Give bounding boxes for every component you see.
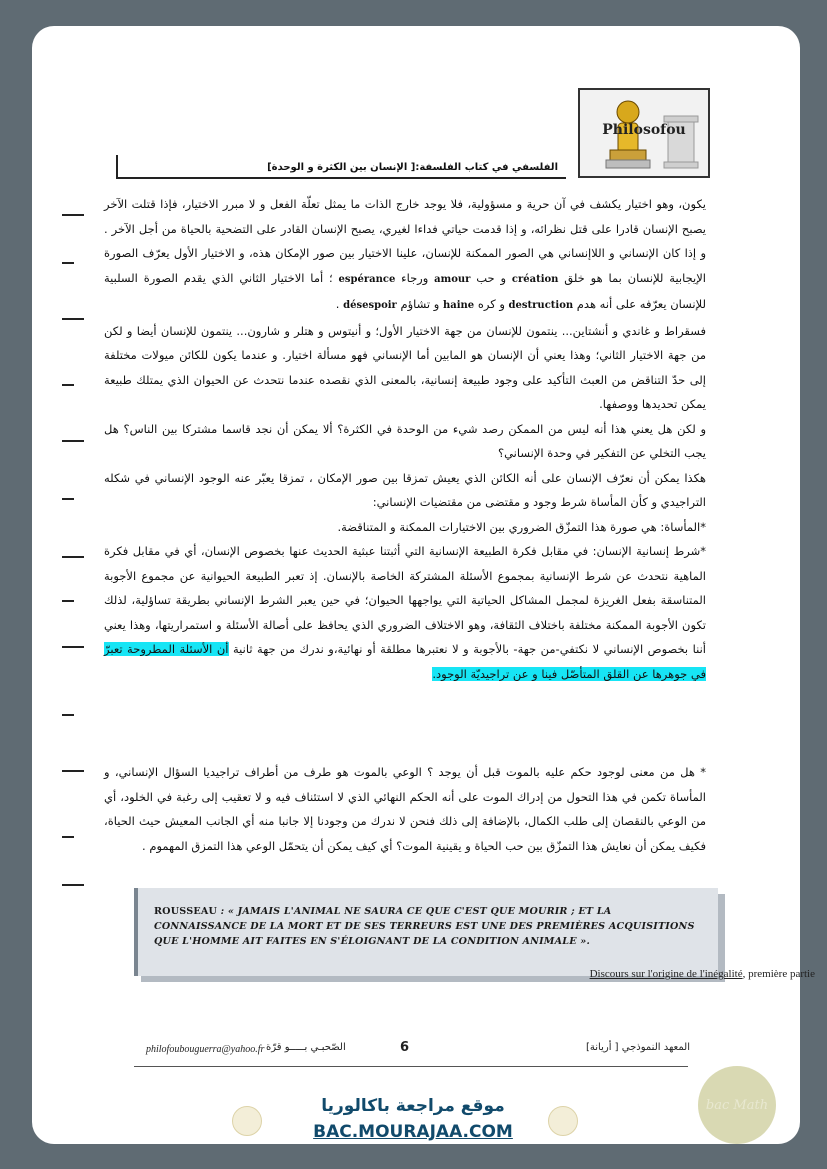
site-logo-icon — [548, 1106, 578, 1136]
margin-rule — [62, 214, 84, 216]
margin-rule — [62, 646, 84, 648]
philosopher-statue-icon — [580, 90, 708, 176]
paragraph: *المأساة: هي صورة هذا التمزّق الضروري بين الاختيارات الممكنة و المتناقضة. — [337, 519, 706, 534]
paragraph: *شرط إنسانية الإنسان: في مقابل فكرة الطبيعة الإنسانية التي أثبتنا عبثية الحديث عنها بخصوص الإنسان، أي في مقابل فكرة الماهية نتحدث عن شرط الإنسانية بمجموع الأسئلة المشتركة الخاصة بالإنسان. إذ تعبر الطبيعة الحيوانية عن مجموع الأجوبة المتناسقة بفعل الغريزة لمجمل المشاكل الحياتية التي يواجهها الحيوان؛ في حين يعبر الشرط الإنساني بطريقة تساؤلية، لذلك تكون الأجوبة الممكنة مختلفة باختلاف الثقافة، وهو الاختلاف الضروري الذي يحافظ على أصالة الأسئلة و استمراريتها، وهذا يعني أننا بخصوص الإنساني لا نكتفي-من جهة- بالأجوبة و لا نعتبرها مطلقة أو نهائية،و ندرك من جهة ثانية أن الأسئلة المطروحة تعبرّ في جوهرها عن القلق المتأصّل فينا و عن تراجيديّة الوجود. — [104, 544, 706, 681]
question-block — [104, 760, 706, 858]
margin-rule — [62, 262, 74, 264]
margin-rule — [62, 884, 84, 886]
page-number: 6 — [400, 1040, 410, 1055]
footer-email: philofoubouguerra@yahoo.fr — [146, 1044, 265, 1055]
margin-rule — [62, 384, 74, 386]
margin-rule — [62, 836, 74, 838]
quote-box — [134, 888, 718, 976]
margin-rule — [62, 498, 74, 500]
page-header-title: الفلسفي في كتاب الفلسفة:[ الإنسان بين الكثرة و الوحدة] — [116, 155, 566, 179]
site-name-arabic[interactable]: موقع مراجعة باكالوريا — [321, 1096, 505, 1116]
paragraph: يكون، وهو اختيار يكشف في آن حرية و مسؤولية، فلا يوجد خارج الذات ما يمثل تعلّة الفعل و لا مبرر الاختيار، فإذا قتلت الآخر يصبح الإنسان قادرا على قتل نظرائه، و إذا قدمت حياتي فداءا لغيري، يصبح الإنسان القادر على التضحية بالحياة من أجل الآخر . و إذا كان الإنساني و اللاإنساني هي الصور الممكنة للإنسان، علينا الاختيار بين صور الإمكان هذه، و الاختيار الأول يعرّف الصورة الإيجابية للإنسان بما هو خلق création و حب amour ورجاء espérance ؛ أما الاختيار الثاني الذي يقدم الصورة السلبية للإنسان يعرّفه على أنه هدم destruction و كره haine و تشاؤم désespoir . — [104, 197, 706, 311]
paragraph: و لكن هل يعني هذا أنه ليس من الممكن رصد شيء من الوحدة في الكثرة؟ ألا يمكن أن نجد قاسما مشتركا بين الناس؟ هل يجب التخلي عن التفكير في وحدة الإنساني؟ — [104, 421, 706, 460]
margin-rule — [62, 714, 74, 716]
quote-text: ROUSSEAU : « JAMAIS L'ANIMAL NE SAURA CE QUE C'EST QUE MOURIR ; ET LA CONNAISSANCE DE LA MORT ET DE SES TERREURS EST UNE DES PREMIÈRES ACQUISITIONS QUE L'HOMME AIT FAITES EN S'ÉLOIGNANT DE LA CONDITION ANIMALE ». — [154, 906, 695, 947]
margin-rule — [62, 318, 84, 320]
margin-rule — [62, 600, 74, 602]
logo-caption: Philosofou — [602, 122, 686, 138]
quote-author: ROUSSEAU — [154, 906, 218, 917]
philosofou-logo — [578, 88, 710, 178]
footer-school: المعهد النموذجي [ أريانة] — [586, 1042, 690, 1053]
paragraph: فسقراط و غاندي و أنشتاين... ينتمون للإنسان من جهة الاختيار الأول؛ و أنيتوس و هتلر و شارون... ينتمون للإنسان أيضا و لكن من جهة الاختيار الثاني؛ وهذا يعني أن الإنسان هو المابين أما الإنساني فهو مسألة اختيار. و عندما يكون للكائن ميولات مختلفة إلى حدّ التناقض من العبث التأكيد على وجود طبيعة إنسانية، بالمعنى الذي نقصده عندما نتحدث عن الحيوان الذي يمتلك طبيعة يمكن تحديدها ووصفها. — [104, 323, 706, 411]
bac-math-badge: bac Math — [698, 1066, 776, 1144]
paragraph: هكذا يمكن أن نعرّف الإنسان على أنه الكائن الذي يعيش تمزقا بين صور الإمكان ، تمزقا يعبّر عنه الوجود الإنساني في شكله التراجيدي و كأن المأساة شرط وجود و مقتضى من مقتضيات الإنساني: — [104, 470, 706, 509]
margin-rule — [62, 770, 84, 772]
footer-author: الصّحبـي بـــــو قرّة — [266, 1042, 346, 1053]
site-url-link[interactable]: BAC.MOURAJAA.COM — [313, 1122, 513, 1142]
margin-rule — [62, 440, 84, 442]
highlighted-text: أن الأسئلة المطروحة تعبرّ في جوهرها عن القلق المتأصّل فينا و عن تراجيديّة الوجود. — [104, 642, 706, 681]
margin-rule — [62, 556, 84, 558]
footer-divider — [134, 1066, 688, 1067]
paragraph: * هل من معنى لوجود حكم عليه بالموت قبل أن يوجد ؟ الوعي بالموت هو طرف من أطراف تراجيديا السؤال الإنساني، و المأساة تكمن في هذا التحول من إدراك الموت على أنه الحكم النهائي الذي لا استئناف فيه و لا تعقيب إلى رغبة في الخلود، أي من الوعي بالنقصان إلى طلب الكمال، بالإضافة إلى ذلك فنحن لا ندرك من وجودنا إلا جانبا منه أي الجانب المعيش حيث الحياة، فكيف يمكن أن نعايش هذا التمزّق بين حب الحياة و يقينية الموت؟ أي كيف يمكن أن يتحمّل الوعي هذا التمزق المهموم . — [104, 765, 706, 853]
site-logo-icon — [232, 1106, 262, 1136]
main-text — [104, 192, 706, 686]
quote-source: Discours sur l'origine de l'inégalité, première partie — [589, 968, 815, 980]
